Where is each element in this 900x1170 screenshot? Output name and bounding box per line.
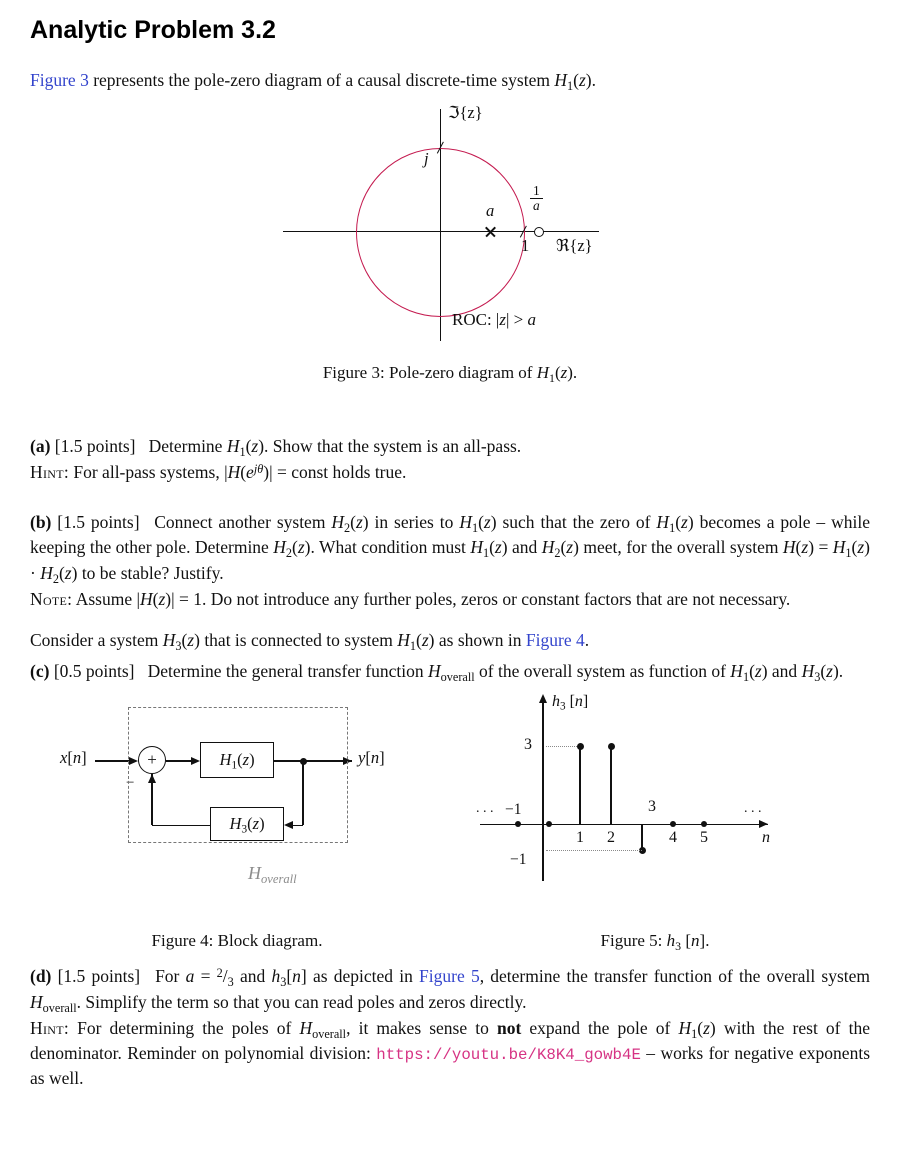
figure-4-link[interactable]: Figure 4 [525,630,585,651]
figure-5-caption: Figure 5: $h_3$ [n]. [600,931,710,954]
page-title: Analytic Problem 3.2 [30,16,276,44]
pole-label: a [486,200,495,220]
fig5-x-axis [480,824,768,825]
fig5-dotted-level-3 [546,746,579,747]
zero-sample-n4 [670,821,676,827]
zero-value-label [530,184,543,215]
part-a-block [30,435,870,485]
figure-3-caption: Figure 3: Pole-zero diagram of $H_1(z)$. [322,362,578,385]
part-d-block [30,965,870,1090]
zero-sample-n5 [701,821,707,827]
figure-captions-row [0,931,900,955]
input-signal-label: x[n] [60,748,87,768]
stem-n2 [610,747,611,824]
unit-label: 1 [521,235,530,255]
part-b-note: Note: Assume |H(z)| = 1. Do not introduce any further poles, zeros or constant factors that are not necessary. [30,588,791,609]
h1-block-label: $H_1(z)$ [219,749,255,772]
minus-sign: − [126,775,135,792]
zero-frac-numerator: 1 [533,182,540,198]
fig5-tick-2: 2 [607,829,615,847]
j-label: j [424,148,429,168]
consider-paragraph: Consider a system $H_3(z)$ that is connected to system $H_1(z)$ as shown in Figure 4. [30,630,590,654]
part-b-text: (b) [1.5 points] Connect another system $H_2(z)$ in series to $H_1(z)$ such that the zero of $H_1(z)$ becomes a pole – while keeping the other pole. Determine $H_2(z)$. What condition must $H_1(z)$ and $H_2(z)$ meet, for the overall system $H(z) = H_1(z) \cdot H_2(z)$ to be stable? Justify. [30,511,870,586]
part-a-hint: Hint: For all-pass systems, $|H(e^{j\theta})|$ = const holds true. [30,461,407,483]
fig5-ellipsis-right: . . . [744,801,762,817]
part-d-hint: Hint: For determining the poles of $H_{overall}$, it makes sense to not expand the pole of $H_1(z)$ with the rest of the denominator. Reminder on polynomial division: https://youtu.be/K8K4_gowb4E – works for negative exponents as well. [30,1017,871,1088]
h-overall-label: $H_{overall}$ [248,863,297,887]
roc-label: ROC: |z| > a [452,309,536,329]
fig5-tick-minus1: −1 [505,801,522,819]
fig5-y-axis [542,701,543,881]
fig5-n-label: n [762,829,770,847]
stem-n1-dot [577,743,584,750]
h3-block-label: $H_3(z)$ [229,813,265,836]
fig5-dotted-level-minus1 [546,850,642,851]
zero-sample-n0 [546,821,552,827]
input-line [95,760,129,761]
figure-4-5-row [0,691,900,931]
figure-3-pole-zero-diagram [0,102,900,349]
im-axis-label: ℑ{z} [448,102,483,122]
re-axis-label: ℜ{z} [556,235,593,255]
stem-n1 [579,747,580,824]
figure-5-link[interactable]: Figure 5 [419,966,480,987]
plus-sign: + [147,750,157,770]
unit-circle [356,148,525,317]
zero-marker [534,227,544,237]
figure-3-link[interactable]: Figure 3 [30,70,89,90]
output-signal-label: y[n] [358,748,385,768]
youtube-url-link[interactable]: https://youtu.be/K8K4_gowb4E [376,1046,641,1065]
part-c-text: (c) [0.5 points] Determine the general transfer function $H_{overall}$ of the overall system as function of $H_1(z)$ and $H_3(z)$. [30,660,844,684]
intro-paragraph: Figure 3 represents the pole-zero diagram of a causal discrete-time system $H_1(z)$. [30,70,596,93]
fig5-y3-label: 3 [524,736,532,754]
fig5-x-axis-arrowhead [759,820,768,828]
zero-frac-denominator: a [530,198,543,214]
fig5-ellipsis-left: . . . [476,801,494,817]
part-a-text: (a) [1.5 points] Determine $H_1(z)$. Show that the system is an all-pass. [30,436,522,460]
fig5-tick-5: 5 [700,829,708,847]
figure-4-caption: Figure 4: Block diagram. [151,931,323,951]
fig5-y-axis-arrowhead [539,694,547,703]
fig5-tick-4: 4 [669,829,677,847]
stem-n2-dot [608,743,615,750]
fig5-yminus1-label: −1 [510,851,527,869]
zero-sample-nminus1 [515,821,521,827]
overall-system-dashed-box [128,707,348,843]
part-d-text: (d) [1.5 points] For $a = ^2/_3$ and $h_3[n]$ as depicted in Figure 5, determine the transfer function of the overall system $H_{overall}$. Simplify the term so that you can read poles and zeros directly. [30,966,870,1016]
part-b-block [30,511,870,611]
fig5-tick-1: 1 [576,829,584,847]
fig5-axis-title: $h_3$ [n] [552,693,589,714]
fig5-tick-3: 3 [648,798,656,816]
